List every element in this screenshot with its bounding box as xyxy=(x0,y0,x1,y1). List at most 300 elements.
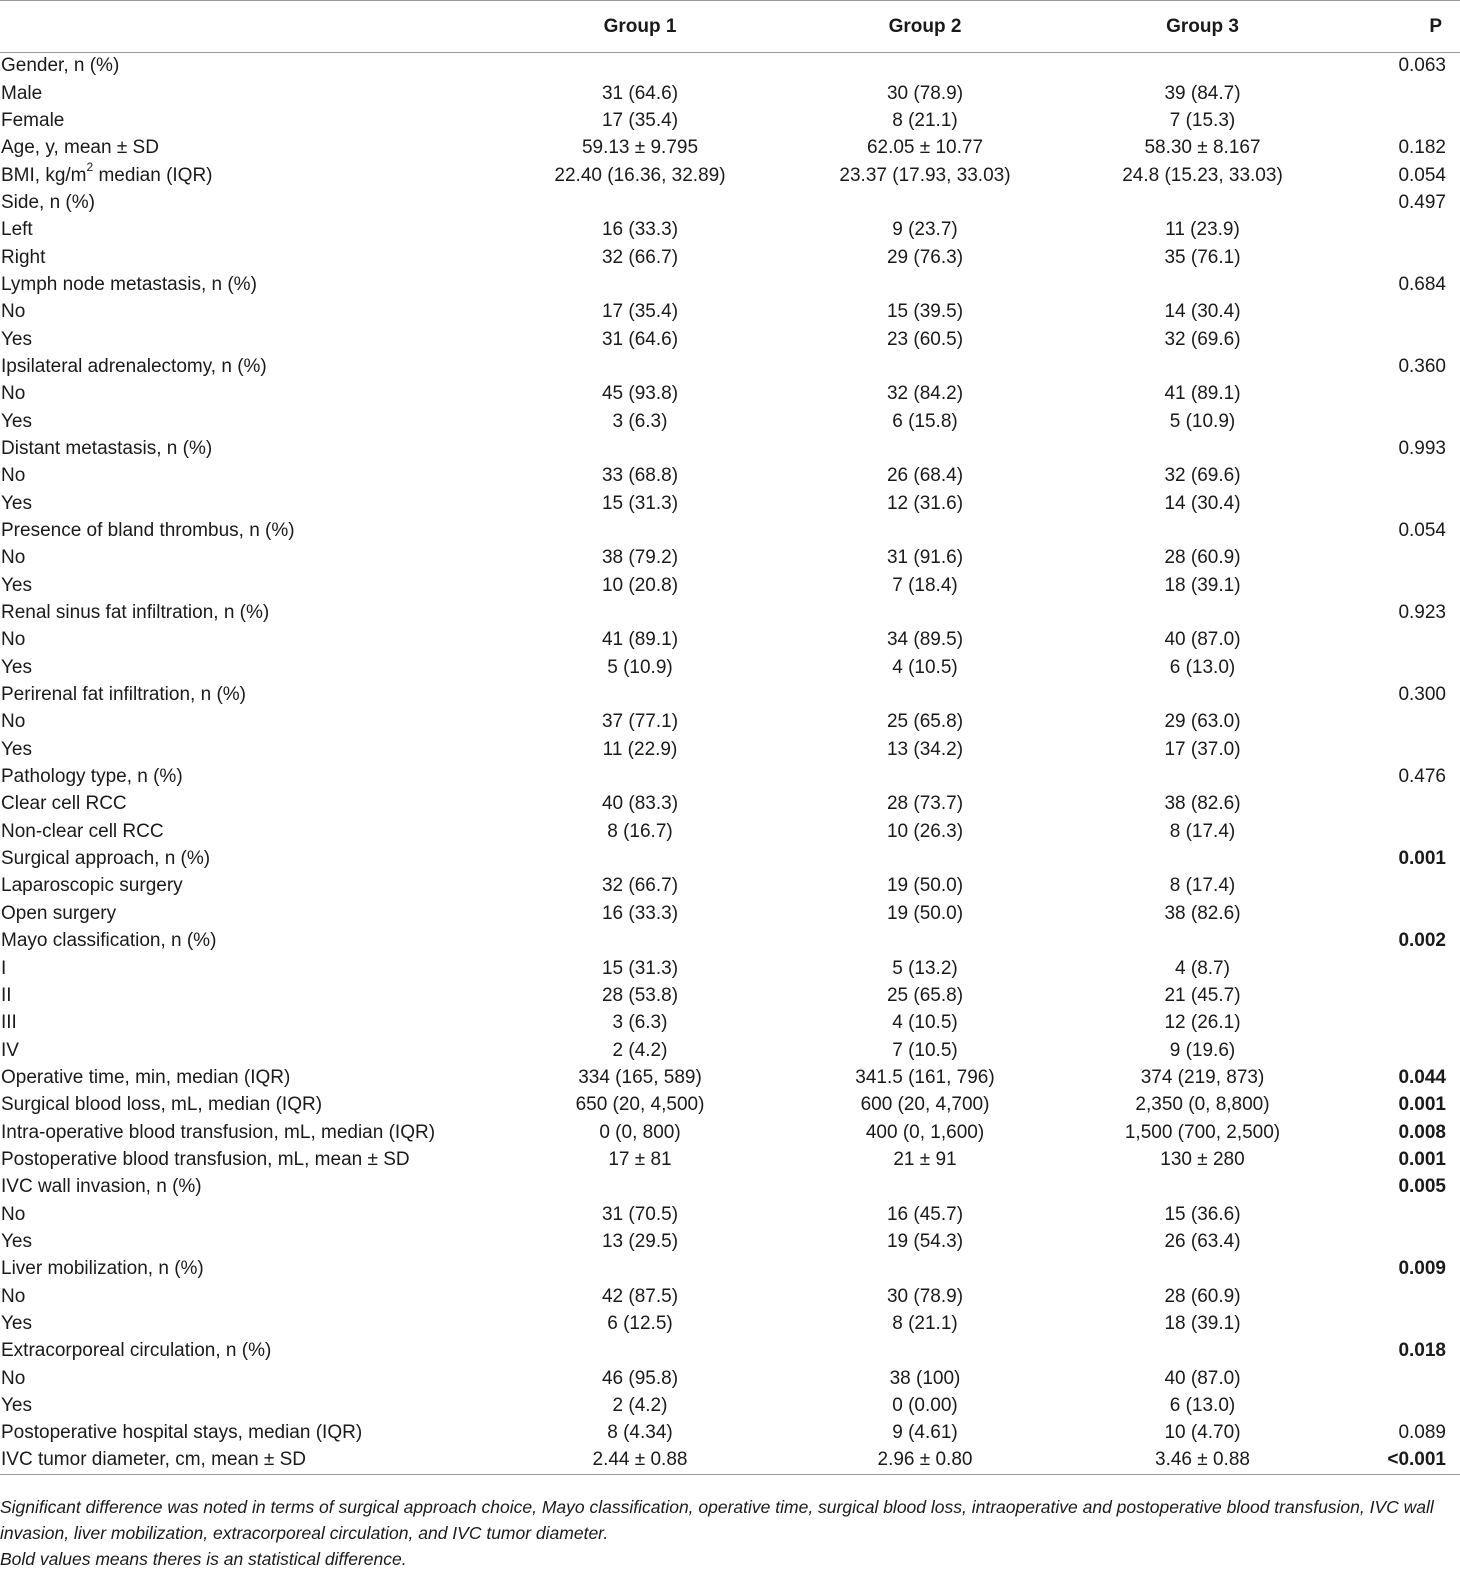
cell-group-1: 2 (4.2) xyxy=(612,1039,668,1061)
cell-group-3: 58.30 ± 8.167 xyxy=(1144,137,1261,159)
cell-group-3: 374 (219, 873) xyxy=(1140,1066,1265,1088)
cell-group-1 xyxy=(500,353,780,380)
cell-group-1 xyxy=(500,271,780,298)
cell-p-value: 0.182 xyxy=(1398,137,1446,159)
cell-group-1: 13 (29.5) xyxy=(601,1230,679,1252)
row-label: Yes xyxy=(1,1312,32,1334)
row-label: No xyxy=(1,301,26,323)
row-label: Right xyxy=(1,246,46,268)
cell-group-3: 35 (76.1) xyxy=(1164,246,1241,268)
cell-group-1: 17 (35.4) xyxy=(601,301,679,323)
table-row xyxy=(0,572,1460,599)
row-label: Lymph node metastasis, n (%) xyxy=(1,273,257,295)
row-label-suffix: median (IQR) xyxy=(93,164,213,186)
cell-p-value xyxy=(1335,299,1460,326)
cell-group-2: 19 (54.3) xyxy=(886,1230,964,1252)
cell-group-2: 62.05 ± 10.77 xyxy=(866,137,984,159)
cell-group-1: 2 (4.2) xyxy=(612,1395,668,1417)
cell-p-value xyxy=(1335,900,1460,927)
cell-group-1: 3 (6.3) xyxy=(612,410,668,432)
row-label: Yes xyxy=(1,1395,32,1417)
cell-group-1 xyxy=(500,189,780,216)
cell-group-1 xyxy=(500,435,780,462)
cell-group-3: 32 (69.6) xyxy=(1164,328,1241,350)
row-label: Presence of bland thrombus, n (%) xyxy=(1,520,295,542)
table-row xyxy=(0,982,1460,1009)
cell-group-2: 7 (10.5) xyxy=(892,1039,958,1061)
cell-group-1: 31 (70.5) xyxy=(601,1203,679,1225)
cell-group-3: 9 (19.6) xyxy=(1169,1039,1236,1061)
cell-group-2: 4 (10.5) xyxy=(892,1012,958,1034)
cell-p-value xyxy=(1335,654,1460,681)
row-label: No xyxy=(1,1203,26,1225)
cell-p-value xyxy=(1335,244,1460,271)
table-row xyxy=(0,463,1460,490)
cell-group-2 xyxy=(780,353,1070,380)
cell-group-3: 12 (26.1) xyxy=(1164,1012,1241,1034)
cell-group-2 xyxy=(780,1174,1070,1201)
cell-group-3 xyxy=(1070,189,1335,216)
table-row xyxy=(0,326,1460,353)
cell-p-value: 0.497 xyxy=(1398,191,1446,213)
cell-group-3 xyxy=(1070,763,1335,790)
cell-group-1 xyxy=(500,599,780,626)
table-row xyxy=(0,1310,1460,1337)
row-label: II xyxy=(1,984,12,1006)
cell-group-2: 30 (78.9) xyxy=(886,82,964,104)
table-row xyxy=(0,189,1460,216)
cell-p-value xyxy=(1335,326,1460,353)
cell-group-3 xyxy=(1070,53,1335,80)
cell-group-3: 29 (63.0) xyxy=(1164,711,1241,733)
cell-p-value xyxy=(1335,545,1460,572)
table-row xyxy=(0,654,1460,681)
cell-group-3: 38 (82.6) xyxy=(1164,902,1241,924)
cell-group-3 xyxy=(1070,1338,1335,1365)
row-label: No xyxy=(1,629,26,651)
cell-group-2 xyxy=(780,1338,1070,1365)
table-row xyxy=(0,107,1460,134)
cell-group-3: 10 (4.70) xyxy=(1164,1422,1241,1444)
row-label: Yes xyxy=(1,1230,32,1252)
cell-p-value xyxy=(1335,217,1460,244)
cell-group-2: 600 (20, 4,700) xyxy=(860,1094,990,1116)
row-label: III xyxy=(1,1012,17,1034)
cell-p-value xyxy=(1335,463,1460,490)
table-row xyxy=(0,244,1460,271)
cell-p-value: 0.002 xyxy=(1398,930,1446,952)
cell-group-1 xyxy=(500,53,780,80)
cell-p-value xyxy=(1335,982,1460,1009)
table-row xyxy=(0,845,1460,872)
cell-group-3: 26 (63.4) xyxy=(1164,1230,1241,1252)
cell-group-1 xyxy=(500,928,780,955)
cell-group-3: 40 (87.0) xyxy=(1164,1367,1241,1389)
row-label: Perirenal fat infiltration, n (%) xyxy=(1,684,246,706)
cell-p-value: 0.001 xyxy=(1398,848,1446,870)
cell-group-1 xyxy=(500,1256,780,1283)
table-row xyxy=(0,353,1460,380)
header-group-1: Group 1 xyxy=(500,1,780,53)
cell-p-value xyxy=(1335,572,1460,599)
cell-group-2 xyxy=(780,1256,1070,1283)
cell-group-3: 8 (17.4) xyxy=(1169,820,1236,842)
cell-group-1: 59.13 ± 9.795 xyxy=(581,137,699,159)
cell-p-value xyxy=(1335,736,1460,763)
cell-group-3 xyxy=(1070,435,1335,462)
cell-group-3: 17 (37.0) xyxy=(1164,738,1241,760)
cell-group-2: 34 (89.5) xyxy=(886,629,964,651)
cell-p-value xyxy=(1335,791,1460,818)
cell-group-3: 38 (82.6) xyxy=(1164,793,1241,815)
row-label: Yes xyxy=(1,410,32,432)
cell-p-value: 0.008 xyxy=(1398,1121,1446,1143)
row-label: Renal sinus fat infiltration, n (%) xyxy=(1,602,270,624)
cell-group-2: 4 (10.5) xyxy=(892,656,958,678)
row-label-superscript: 2 xyxy=(86,160,94,175)
cell-group-1: 33 (68.8) xyxy=(601,465,679,487)
cell-group-3 xyxy=(1070,681,1335,708)
cell-group-1: 0 (0, 800) xyxy=(599,1121,681,1143)
cell-group-3 xyxy=(1070,1174,1335,1201)
row-label: Ipsilateral adrenalectomy, n (%) xyxy=(1,355,267,377)
row-label: IV xyxy=(1,1039,19,1061)
cell-p-value xyxy=(1335,1365,1460,1392)
cell-group-3: 14 (30.4) xyxy=(1164,492,1241,514)
cell-group-1: 22.40 (16.36, 32.89) xyxy=(554,164,726,186)
row-label xyxy=(0,162,500,189)
cell-group-1: 3 (6.3) xyxy=(612,1012,668,1034)
cell-group-3: 32 (69.6) xyxy=(1164,465,1241,487)
cell-p-value: 0.009 xyxy=(1398,1258,1446,1280)
table-row xyxy=(0,490,1460,517)
cell-group-2 xyxy=(780,271,1070,298)
cell-group-1: 16 (33.3) xyxy=(601,902,679,924)
cell-group-3: 2,350 (0, 8,800) xyxy=(1135,1094,1270,1116)
cell-group-1: 8 (4.34) xyxy=(607,1422,673,1444)
cell-group-2: 16 (45.7) xyxy=(886,1203,964,1225)
row-label: Male xyxy=(1,82,43,104)
cell-group-2 xyxy=(780,763,1070,790)
table-row xyxy=(0,873,1460,900)
cell-p-value xyxy=(1335,408,1460,435)
table-row xyxy=(0,763,1460,790)
cell-group-1: 650 (20, 4,500) xyxy=(575,1094,705,1116)
row-label: IVC wall invasion, n (%) xyxy=(1,1176,202,1198)
cell-group-2: 7 (18.4) xyxy=(892,574,958,596)
footnote-significance: Significant difference was noted in terms of surgical approach choice, Mayo classification, operative time, surgical blood loss, intraoperative and postoperative blood transfusion, IVC wall invasion, liver mobilization, extracorporeal circulation, and IVC tumor diameter. xyxy=(0,1497,1434,1543)
cell-group-2: 19 (50.0) xyxy=(886,875,964,897)
cell-group-1: 31 (64.6) xyxy=(601,328,679,350)
row-label: Liver mobilization, n (%) xyxy=(1,1258,204,1280)
header-variable xyxy=(0,1,500,53)
row-label: Surgical approach, n (%) xyxy=(1,848,211,870)
table-row xyxy=(0,1365,1460,1392)
cell-group-3: 11 (23.9) xyxy=(1165,219,1240,241)
cell-group-2: 9 (4.61) xyxy=(892,1422,958,1444)
cell-group-3 xyxy=(1070,928,1335,955)
cell-group-2: 30 (78.9) xyxy=(886,1285,964,1307)
table-row xyxy=(0,217,1460,244)
table-row xyxy=(0,1256,1460,1283)
cell-group-1: 2.44 ± 0.88 xyxy=(500,1447,780,1474)
cell-group-3: 6 (13.0) xyxy=(1169,1395,1236,1417)
header-p-value: P xyxy=(1335,1,1460,53)
cell-group-3 xyxy=(1070,599,1335,626)
header-group-2: Group 2 xyxy=(780,1,1070,53)
cell-group-2: 25 (65.8) xyxy=(886,711,964,733)
cell-group-2: 341.5 (161, 796) xyxy=(855,1066,995,1088)
cell-group-1: 42 (87.5) xyxy=(601,1285,679,1307)
cell-group-2: 38 (100) xyxy=(889,1367,961,1389)
cell-group-3 xyxy=(1070,517,1335,544)
cell-group-2: 32 (84.2) xyxy=(886,383,964,405)
row-label: IVC tumor diameter, cm, mean ± SD xyxy=(0,1447,500,1474)
table-row xyxy=(0,162,1460,189)
cell-group-2: 400 (0, 1,600) xyxy=(865,1121,985,1143)
cell-p-value: 0.001 xyxy=(1398,1148,1446,1170)
footnote-bold-legend: Bold values means theres is an statistical difference. xyxy=(0,1549,407,1569)
cell-group-2: 15 (39.5) xyxy=(886,301,964,323)
cell-group-1: 32 (66.7) xyxy=(601,246,679,268)
table-row xyxy=(0,1119,1460,1146)
cell-group-2: 19 (50.0) xyxy=(886,902,964,924)
cell-group-2 xyxy=(780,189,1070,216)
cell-group-3: 28 (60.9) xyxy=(1164,547,1241,569)
row-label: Yes xyxy=(1,328,32,350)
cell-group-3: 40 (87.0) xyxy=(1164,629,1241,651)
cell-group-1: 8 (16.7) xyxy=(607,820,673,842)
cell-group-3: 130 ± 280 xyxy=(1160,1148,1245,1170)
table-row xyxy=(0,1338,1460,1365)
table-row xyxy=(0,709,1460,736)
cell-group-2: 25 (65.8) xyxy=(886,984,964,1006)
cell-group-3: 18 (39.1) xyxy=(1164,1312,1241,1334)
row-label: Yes xyxy=(1,492,32,514)
cell-group-1 xyxy=(500,845,780,872)
row-label: Laparoscopic surgery xyxy=(1,875,183,897)
cell-p-value: 0.005 xyxy=(1398,1176,1446,1198)
cell-group-2: 12 (31.6) xyxy=(886,492,964,514)
table-row xyxy=(0,900,1460,927)
table-row xyxy=(0,1092,1460,1119)
cell-p-value: 0.300 xyxy=(1398,684,1446,706)
table-row xyxy=(0,545,1460,572)
row-label: Age, y, mean ± SD xyxy=(1,137,159,159)
table-row xyxy=(0,1201,1460,1228)
row-label: Intra-operative blood transfusion, mL, median (IQR) xyxy=(1,1121,436,1143)
cell-p-value: 0.923 xyxy=(1398,602,1446,624)
cell-group-1: 11 (22.9) xyxy=(602,738,678,760)
cell-group-3: 18 (39.1) xyxy=(1164,574,1241,596)
row-label: No xyxy=(1,547,26,569)
cell-group-2: 13 (34.2) xyxy=(886,738,964,760)
cell-p-value: 0.054 xyxy=(1398,520,1446,542)
cell-group-1: 10 (20.8) xyxy=(601,574,679,596)
row-label: Pathology type, n (%) xyxy=(1,766,183,788)
cell-p-value: 0.001 xyxy=(1398,1094,1446,1116)
cell-p-value xyxy=(1335,490,1460,517)
cell-group-3 xyxy=(1070,845,1335,872)
header-group-3: Group 3 xyxy=(1070,1,1335,53)
table-row xyxy=(0,1010,1460,1037)
cell-group-1: 45 (93.8) xyxy=(601,383,679,405)
cell-group-2: 29 (76.3) xyxy=(886,246,964,268)
table-row xyxy=(0,1392,1460,1419)
table-row xyxy=(0,53,1460,80)
cell-group-2: 21 ± 91 xyxy=(893,1148,957,1170)
row-label: Extracorporeal circulation, n (%) xyxy=(1,1340,272,1362)
cell-group-3 xyxy=(1070,1256,1335,1283)
row-label: Clear cell RCC xyxy=(1,793,127,815)
cell-p-value: <0.001 xyxy=(1335,1447,1460,1474)
cell-group-1 xyxy=(500,763,780,790)
row-label: No xyxy=(1,1367,26,1389)
cell-p-value: 0.044 xyxy=(1398,1066,1446,1088)
cell-group-3: 14 (30.4) xyxy=(1164,301,1241,323)
table-row xyxy=(0,408,1460,435)
cell-group-3: 6 (13.0) xyxy=(1169,656,1236,678)
cell-p-value xyxy=(1335,627,1460,654)
cell-p-value xyxy=(1335,1392,1460,1419)
table-row xyxy=(0,1064,1460,1091)
cell-group-1: 46 (95.8) xyxy=(601,1367,679,1389)
cell-group-2 xyxy=(780,681,1070,708)
cell-group-3: 5 (10.9) xyxy=(1169,410,1236,432)
cell-group-2 xyxy=(780,599,1070,626)
cell-group-1: 6 (12.5) xyxy=(607,1312,673,1334)
row-label: Yes xyxy=(1,738,32,760)
row-label: Open surgery xyxy=(1,902,117,924)
cell-group-2: 26 (68.4) xyxy=(886,465,964,487)
cell-p-value xyxy=(1335,1283,1460,1310)
cell-group-1: 15 (31.3) xyxy=(601,957,679,979)
cell-group-1: 15 (31.3) xyxy=(601,492,679,514)
cell-group-2: 9 (23.7) xyxy=(892,219,958,241)
cell-p-value xyxy=(1335,80,1460,107)
table-row xyxy=(0,599,1460,626)
cell-group-1: 31 (64.6) xyxy=(601,82,679,104)
cell-p-value xyxy=(1335,1310,1460,1337)
row-label: Mayo classification, n (%) xyxy=(1,930,217,952)
row-label: Female xyxy=(1,109,65,131)
table-row xyxy=(0,299,1460,326)
row-label: Side, n (%) xyxy=(1,191,95,213)
row-label: Gender, n (%) xyxy=(1,55,120,77)
cell-group-1 xyxy=(500,517,780,544)
cell-group-3: 24.8 (15.23, 33.03) xyxy=(1122,164,1283,186)
cell-group-1: 32 (66.7) xyxy=(601,875,679,897)
row-label: Yes xyxy=(1,656,32,678)
row-label: Postoperative hospital stays, median (IQR) xyxy=(1,1422,363,1444)
cell-group-3: 28 (60.9) xyxy=(1164,1285,1241,1307)
table-row xyxy=(0,1283,1460,1310)
cell-group-1: 334 (165, 589) xyxy=(578,1066,702,1088)
row-label: Yes xyxy=(1,574,32,596)
cell-p-value xyxy=(1335,107,1460,134)
row-label: Operative time, min, median (IQR) xyxy=(1,1066,291,1088)
table-row xyxy=(0,681,1460,708)
cell-group-1: 17 (35.4) xyxy=(601,109,679,131)
cell-group-2 xyxy=(780,928,1070,955)
cell-p-value: 0.054 xyxy=(1398,164,1446,186)
row-label: No xyxy=(1,465,26,487)
table-row xyxy=(0,271,1460,298)
cell-p-value: 0.993 xyxy=(1398,437,1446,459)
cell-group-3: 21 (45.7) xyxy=(1164,984,1241,1006)
cell-group-2: 5 (13.2) xyxy=(892,957,958,979)
table-row xyxy=(0,818,1460,845)
table-row xyxy=(0,135,1460,162)
table-row xyxy=(0,1228,1460,1255)
cell-p-value xyxy=(1335,818,1460,845)
row-label: Surgical blood loss, mL, median (IQR) xyxy=(1,1094,323,1116)
cell-p-value: 0.089 xyxy=(1398,1422,1446,1444)
table-row xyxy=(0,1146,1460,1173)
cell-group-3: 41 (89.1) xyxy=(1164,383,1241,405)
cell-p-value: 0.063 xyxy=(1398,55,1446,77)
row-label-text: BMI, kg/m xyxy=(1,164,87,186)
row-label: Distant metastasis, n (%) xyxy=(1,437,213,459)
table-row xyxy=(0,1037,1460,1064)
cell-group-2: 2.96 ± 0.80 xyxy=(780,1447,1070,1474)
row-label: Non-clear cell RCC xyxy=(1,820,164,842)
cell-group-1 xyxy=(500,681,780,708)
cell-p-value xyxy=(1335,1228,1460,1255)
cell-group-2 xyxy=(780,517,1070,544)
cell-p-value xyxy=(1335,1201,1460,1228)
cell-group-1 xyxy=(500,1338,780,1365)
cell-group-3: 3.46 ± 0.88 xyxy=(1070,1447,1335,1474)
cell-group-1 xyxy=(500,1174,780,1201)
cell-group-2: 0 (0.00) xyxy=(892,1395,958,1417)
header-row xyxy=(0,1,1460,53)
cell-group-1: 40 (83.3) xyxy=(601,793,679,815)
cell-group-3: 7 (15.3) xyxy=(1169,109,1236,131)
cell-group-1: 41 (89.1) xyxy=(601,629,679,651)
cell-group-3: 39 (84.7) xyxy=(1164,82,1241,104)
cell-p-value xyxy=(1335,709,1460,736)
cell-group-3: 4 (8.7) xyxy=(1175,957,1230,979)
table-row xyxy=(0,1447,1460,1474)
cell-group-2: 23.37 (17.93, 33.03) xyxy=(839,164,1011,186)
cell-group-2: 8 (21.1) xyxy=(892,1312,958,1334)
cell-group-1: 28 (53.8) xyxy=(601,984,679,1006)
table-row xyxy=(0,381,1460,408)
cell-group-2: 6 (15.8) xyxy=(892,410,958,432)
cell-group-1: 5 (10.9) xyxy=(607,656,673,678)
cell-group-3 xyxy=(1070,353,1335,380)
cell-p-value: 0.360 xyxy=(1398,355,1446,377)
cell-group-1: 16 (33.3) xyxy=(601,219,679,241)
cell-p-value: 0.476 xyxy=(1398,766,1446,788)
cell-group-3 xyxy=(1070,271,1335,298)
table-row xyxy=(0,627,1460,654)
table-row xyxy=(0,928,1460,955)
row-label: No xyxy=(1,383,26,405)
table-row xyxy=(0,791,1460,818)
row-label: I xyxy=(1,957,7,979)
table-row xyxy=(0,435,1460,462)
cell-group-2: 28 (73.7) xyxy=(886,793,964,815)
cell-group-2: 31 (91.6) xyxy=(886,547,964,569)
cell-p-value xyxy=(1335,1010,1460,1037)
table-row xyxy=(0,1174,1460,1201)
cell-group-1: 17 ± 81 xyxy=(608,1148,672,1170)
cell-p-value xyxy=(1335,1037,1460,1064)
cell-p-value: 0.684 xyxy=(1398,273,1446,295)
cell-p-value xyxy=(1335,873,1460,900)
